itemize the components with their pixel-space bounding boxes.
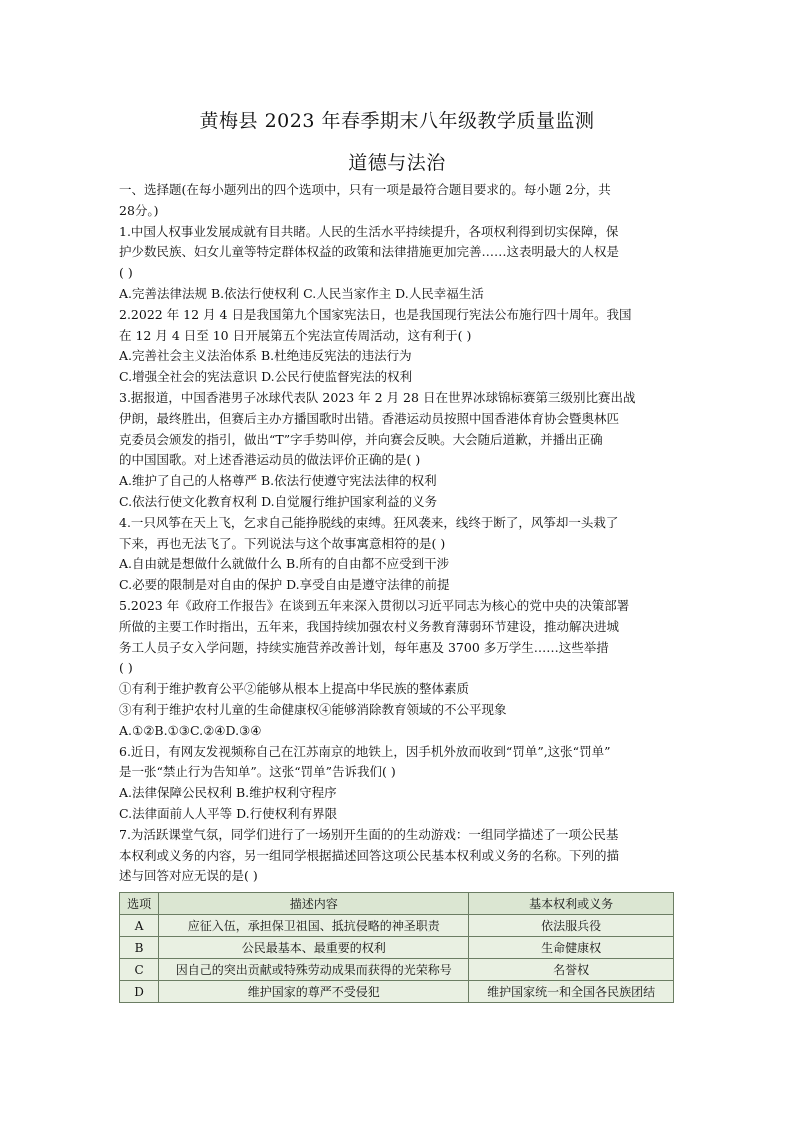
- table-cell: 名誉权: [469, 959, 674, 981]
- table-header: 描述内容: [159, 893, 469, 915]
- question-5-statements: ①有利于维护教育公平②能够从根本上提高中华民族的整体素质: [119, 681, 470, 697]
- table-header: 基本权利或义务: [469, 893, 674, 915]
- question-5-text: 5.2023 年《政府工作报告》在谈到五年来深入贯彻以习近平同志为核心的党中央的决策部署: [119, 597, 630, 613]
- table-cell: 维护国家的尊严不受侵犯: [159, 981, 469, 1003]
- table-cell: A: [120, 915, 159, 937]
- table-cell: 依法服兵役: [469, 915, 674, 937]
- question-4-text: 4.一只风筝在天上飞，乞求自己能挣脱线的束缚。狂风袭来，线终于断了，风筝却一头栽了: [119, 514, 619, 530]
- question-3-options: A.维护了自己的人格尊严 B.依法行使遵守宪法法律的权利: [119, 473, 437, 489]
- table-row: [120, 981, 674, 1003]
- table-row: [120, 915, 674, 937]
- question-3-text: 3.据报道，中国香港男子冰球代表队 2023 年 2 月 28 日在世界冰球锦标赛第三级别比赛出战: [119, 389, 636, 405]
- question-1-text: 1.中国人权事业发展成就有目共睹。人民的生活水平持续提升，各项权利得到切实保障，保: [119, 223, 619, 239]
- exam-body: [119, 180, 677, 887]
- question-2-text: 在 12 月 4 日至 10 日开展第五个宪法宣传周活动，这有利于( ): [119, 327, 472, 343]
- table-row: [120, 959, 674, 981]
- question-6-options: C.法律面前人人平等 D.行使权利有界限: [119, 805, 338, 821]
- exam-title: 黄梅县 2023 年春季期末八年级教学质量监测: [199, 110, 595, 132]
- table-header-row: [120, 893, 674, 915]
- question-6-text: 是一张“禁止行为告知单”。这张“罚单”告诉我们( ): [119, 764, 396, 780]
- question-1-blank: ( ): [119, 265, 133, 281]
- subject-title: 道德与法治: [348, 152, 446, 174]
- table-cell: 应征入伍，承担保卫祖国、抵抗侵略的神圣职责: [159, 915, 469, 937]
- question-7-table: [119, 892, 674, 1003]
- table-cell: D: [120, 981, 159, 1003]
- question-3-text: 的中国国歌。对上述香港运动员的做法评价正确的是( ): [119, 452, 421, 468]
- table-row: [120, 937, 674, 959]
- question-3-text: 伊朗，最终胜出，但赛后主办方播国歌时出错。香港运动员按照中国香港体育协会暨奥林匹: [119, 410, 620, 426]
- question-2-options: C.增强全社会的宪法意识 D.公民行使监督宪法的权利: [119, 369, 413, 385]
- table-cell: B: [120, 937, 159, 959]
- question-4-text: 下来，再也无法飞了。下列说法与这个故事寓意相符的是( ): [119, 535, 446, 551]
- question-5-text: 所做的主要工作时指出，五年来，我国持续加强农村义务教育薄弱环节建设，推动解决进城: [119, 618, 620, 634]
- question-1-text: 护少数民族、妇女儿童等特定群体权益的政策和法律措施更加完善……这表明最大的人权是: [119, 244, 620, 260]
- question-5-blank: ( ): [119, 660, 133, 676]
- question-5-options: A.①②B.①③C.②④D.③④: [119, 722, 262, 738]
- table-cell: 因自己的突出贡献或特殊劳动成果而获得的光荣称号: [159, 959, 469, 981]
- table-cell: C: [120, 959, 159, 981]
- question-4-options: C.必要的限制是对自由的保护 D.享受自由是遵守法律的前提: [119, 577, 450, 593]
- table-cell: 生命健康权: [469, 937, 674, 959]
- question-2-options: A.完善社会主义法治体系 B.杜绝违反宪法的违法行为: [119, 348, 412, 364]
- question-2-text: 2.2022 年 12 月 4 日是我国第九个国家宪法日，也是我国现行宪法公布施行四十周年。我国: [119, 306, 632, 322]
- question-7-text: 7.为活跃课堂气氛，同学们进行了一场别开生面的的生动游戏：一组同学描述了一项公民基: [119, 826, 619, 842]
- question-5-statements: ③有利于维护农村儿童的生命健康权④能够消除教育领域的不公平现象: [119, 701, 507, 717]
- question-5-text: 务工人员子女入学问题，持续实施营养改善计划，每年惠及 3700 多万学生……这些举措: [119, 639, 609, 655]
- question-1-options: A.完善法律法规 B.依法行使权利 C.人民当家作主 D.人民幸福生活: [119, 285, 484, 301]
- question-4-options: A.自由就是想做什么就做什么 B.所有的自由都不应受到干涉: [119, 556, 450, 572]
- question-6-text: 6.近日，有网友发视频称自己在江苏南京的地铁上，因手机外放而收到“罚单”,这张“罚单”: [119, 743, 611, 759]
- table-cell: 公民最基本、最重要的权利: [159, 937, 469, 959]
- question-3-text: 克委员会颁发的指引，做出“T”字手势叫停，并向赛会反映。大会随后道歉，并播出正确: [119, 431, 603, 447]
- table-header: 选项: [120, 893, 159, 915]
- table-cell: 维护国家统一和全国各民族团结: [469, 981, 674, 1003]
- question-3-options: C.依法行使文化教育权利 D.自觉履行维护国家利益的义务: [119, 493, 438, 509]
- section-instruction-cont: 28分。): [119, 202, 159, 218]
- question-7-text: 述与回答对应无误的是( ): [119, 868, 258, 884]
- question-7-text: 本权利或义务的内容，另一组同学根据描述回答这项公民基本权利或义务的名称。下列的描: [119, 847, 620, 863]
- question-6-options: A.法律保障公民权利 B.维护权利守程序: [119, 785, 337, 801]
- section-instruction: 一、选择题(在每小题列出的四个选项中，只有一项是最符合题目要求的。每小题 2分，共: [119, 182, 611, 197]
